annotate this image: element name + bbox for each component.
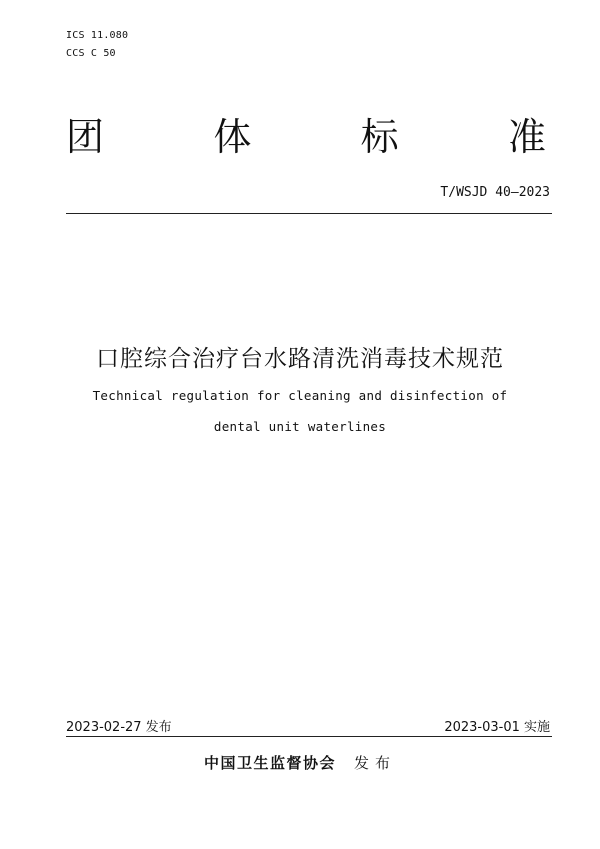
publisher-action: 发布 bbox=[354, 754, 397, 772]
title-english-line2: dental unit waterlines bbox=[213, 419, 387, 434]
top-divider bbox=[66, 213, 552, 214]
ccs-code: CCS C 50 bbox=[66, 48, 116, 59]
ics-code: ICS 11.080 bbox=[66, 30, 129, 41]
standard-type-char: 准 bbox=[507, 115, 546, 159]
title-chinese: 口腔综合治疗台水路清洗消毒技术规范 bbox=[96, 346, 504, 372]
publisher-line bbox=[0, 752, 600, 773]
title-english-line1: Technical regulation for cleaning and disinfection of bbox=[92, 388, 508, 403]
standard-type-heading bbox=[66, 112, 546, 162]
issue-date: 2023-02-27 发布 bbox=[66, 720, 172, 735]
bottom-divider bbox=[66, 736, 552, 737]
implementation-date: 2023-03-01 实施 bbox=[444, 720, 550, 735]
standard-type-char: 标 bbox=[360, 115, 399, 159]
publisher-name: 中国卫生监督协会 bbox=[203, 754, 336, 772]
standard-type-char: 团 bbox=[66, 115, 105, 159]
standard-type-char: 体 bbox=[213, 115, 252, 159]
standard-number: T/WSJD 40—2023 bbox=[440, 185, 550, 200]
